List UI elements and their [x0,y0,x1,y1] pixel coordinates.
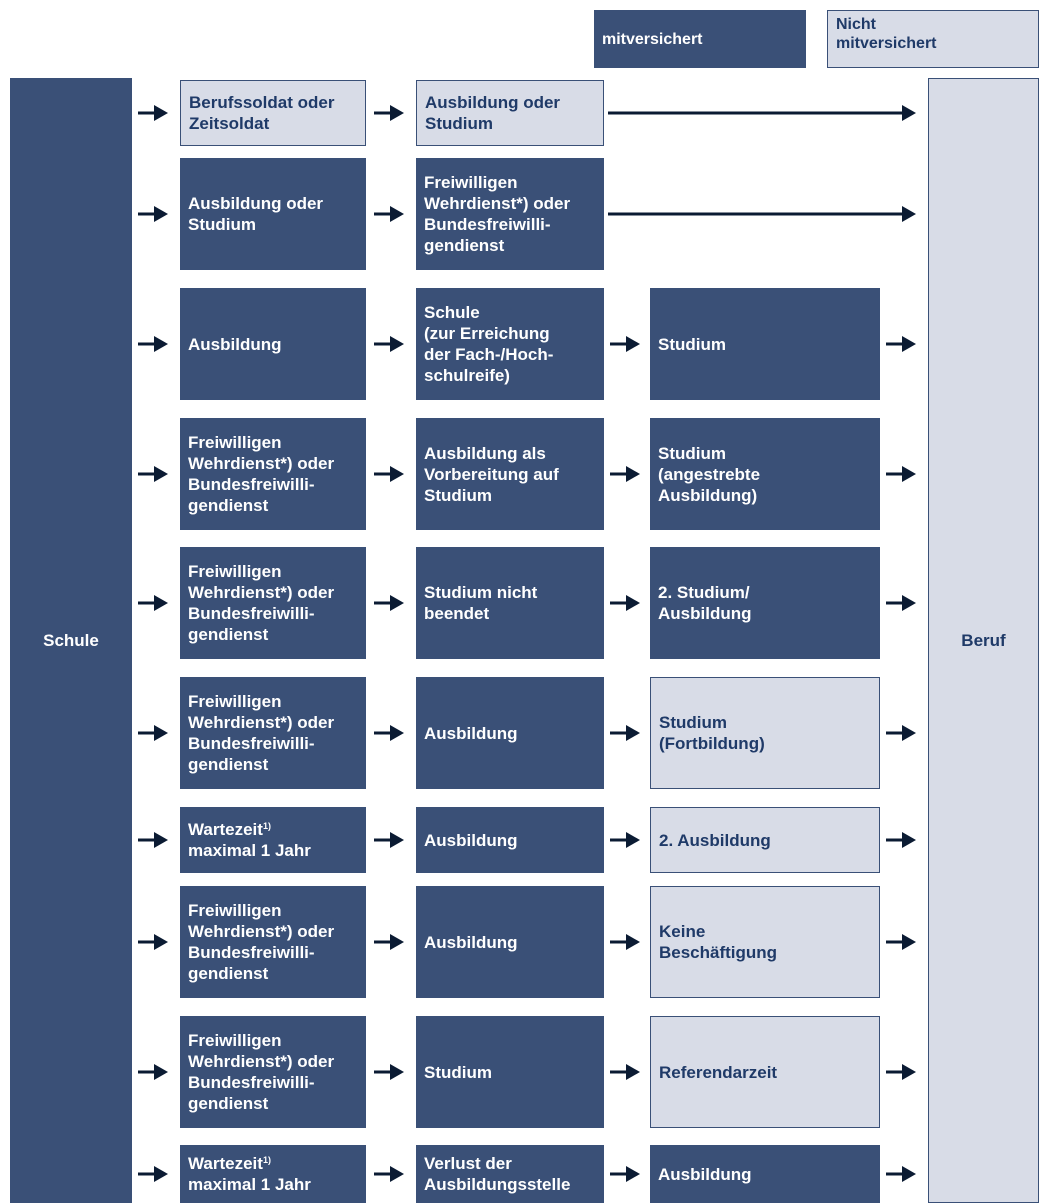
legend-not-insured: Nicht mitversichert [827,10,1039,68]
row-10-arrow-3 [608,1164,642,1184]
row-3-step-3-box [650,288,880,400]
row-8-step-2-label: Ausbildung [424,932,518,952]
row-3-arrow-2 [372,334,406,354]
row-4-step-3-box [650,418,880,530]
row-7-step-3-box [650,807,880,873]
row-1-step-1-box [180,80,366,146]
legend-insured: mitversichert [594,10,806,68]
row-9-step-3-box [650,1016,880,1128]
row-10-arrow-1 [136,1164,170,1184]
row-5-arrow-4 [884,593,918,613]
row-2-step-2-label: Freiwilligen Wehrdienst*) oder Bundesfreiwilli- gendienst [424,173,571,255]
row-6-step-1-label: Freiwilligen Wehrdienst*) oder Bundesfreiwilli- gendienst [188,692,335,774]
row-9-step-3-label: Referendarzeit [659,1062,778,1082]
row-9-step-2-label: Studium [424,1062,492,1082]
row-10-arrow-4 [884,1164,918,1184]
row-9-arrow-2 [372,1062,406,1082]
row-7-step-1-label: Wartezeit [188,820,263,839]
start-column-schule: Schule [10,78,132,1203]
row-9-step-1-label: Freiwilligen Wehrdienst*) oder Bundesfreiwilli- gendienst [188,1031,335,1113]
row-10-step-2-label: Verlust der Ausbildungsstelle [424,1154,571,1194]
row-3-step-1-box [180,288,366,400]
row-9-arrow-1 [136,1062,170,1082]
row-2-step-1-box [180,158,366,270]
row-4-step-2-box [416,418,604,530]
row-7-arrow-1 [136,830,170,850]
row-4-arrow-3 [608,464,642,484]
row-9-arrow-4 [884,1062,918,1082]
row-3-arrow-1 [136,334,170,354]
row-8-step-3-box [650,886,880,998]
row-7-step-1-box [180,807,366,873]
row-10-step-1-box [180,1145,366,1203]
row-8-arrow-1 [136,932,170,952]
row-8-step-1-label: Freiwilligen Wehrdienst*) oder Bundesfreiwilli- gendienst [188,901,335,983]
row-8-step-2-box [416,886,604,998]
row-7-step-3-label: 2. Ausbildung [659,830,771,850]
row-5-step-1-box [180,547,366,659]
row-3-step-3-label: Studium [658,334,726,354]
end-column-beruf: Beruf [928,78,1039,1203]
row-10-arrow-2 [372,1164,406,1184]
row-6-arrow-2 [372,723,406,743]
row-6-arrow-3 [608,723,642,743]
row-10-step-2-box [416,1145,604,1203]
row-10-step-1-label: Wartezeit [188,1154,263,1173]
row-2-arrow-1 [136,204,170,224]
row-4-arrow-1 [136,464,170,484]
row-3-arrow-3 [608,334,642,354]
row-6-step-2-label: Ausbildung [424,723,518,743]
row-3-step-1-label: Ausbildung [188,334,282,354]
row-9-step-1-box [180,1016,366,1128]
row-7-step-2-label: Ausbildung [424,830,518,850]
row-6-step-3-label: Studium (Fortbildung) [659,713,765,753]
row-1-step-2-label: Ausbildung oder Studium [425,93,561,133]
row-8-arrow-2 [372,932,406,952]
row-3-arrow-4 [884,334,918,354]
row-1-step-1-label: Berufssoldat oder Zeitsoldat [189,93,335,133]
row-3-step-2-box [416,288,604,400]
row-9-arrow-3 [608,1062,642,1082]
row-7-step-2-box [416,807,604,873]
row-5-step-2-box [416,547,604,659]
row-8-step-1-box [180,886,366,998]
row-7-arrow-2 [372,830,406,850]
row-6-step-3-box [650,677,880,789]
row-8-arrow-3 [608,932,642,952]
row-4-arrow-4 [884,464,918,484]
row-4-step-1-label: Freiwilligen Wehrdienst*) oder Bundesfreiwilli- gendienst [188,433,335,515]
row-5-arrow-3 [608,593,642,613]
row-5-step-2-label: Studium nicht beendet [424,583,538,623]
row-7-arrow-3 [608,830,642,850]
row-4-arrow-2 [372,464,406,484]
row-10-step-3-label: Ausbildung [658,1164,752,1184]
row-10-step-1-label-rest: maximal 1 Jahr [188,1175,311,1194]
row-10-footnote-marker: 1) [262,1155,271,1165]
row-5-step-1-label: Freiwilligen Wehrdienst*) oder Bundesfreiwilli- gendienst [188,562,335,644]
row-1-arrow-2 [372,103,406,123]
row-7-arrow-4 [884,830,918,850]
row-2-step-1-label: Ausbildung oder Studium [188,194,324,234]
row-2-long-arrow [608,204,918,224]
row-10-step-3-box [650,1145,880,1203]
row-5-arrow-2 [372,593,406,613]
row-8-arrow-4 [884,932,918,952]
row-6-arrow-1 [136,723,170,743]
row-5-step-3-box [650,547,880,659]
row-9-step-2-box [416,1016,604,1128]
row-2-arrow-2 [372,204,406,224]
row-4-step-1-box [180,418,366,530]
row-7-step-1-label-rest: maximal 1 Jahr [188,841,311,860]
row-6-step-2-box [416,677,604,789]
row-1-step-2-box [416,80,604,146]
row-6-arrow-4 [884,723,918,743]
row-8-step-3-label: Keine Beschäftigung [659,922,778,962]
row-3-step-2-label: Schule (zur Erreichung der Fach-/Hoch- schulreife) [424,303,554,385]
row-1-long-arrow [608,103,918,123]
row-5-step-3-label: 2. Studium/ Ausbildung [658,583,752,623]
row-6-step-1-box [180,677,366,789]
row-7-footnote-marker: 1) [262,821,271,831]
row-5-arrow-1 [136,593,170,613]
row-1-arrow-1 [136,103,170,123]
row-2-step-2-box [416,158,604,270]
row-4-step-2-label: Ausbildung als Vorbereitung auf Studium [424,443,559,505]
row-4-step-3-label: Studium (angestrebte Ausbildung) [658,443,761,505]
